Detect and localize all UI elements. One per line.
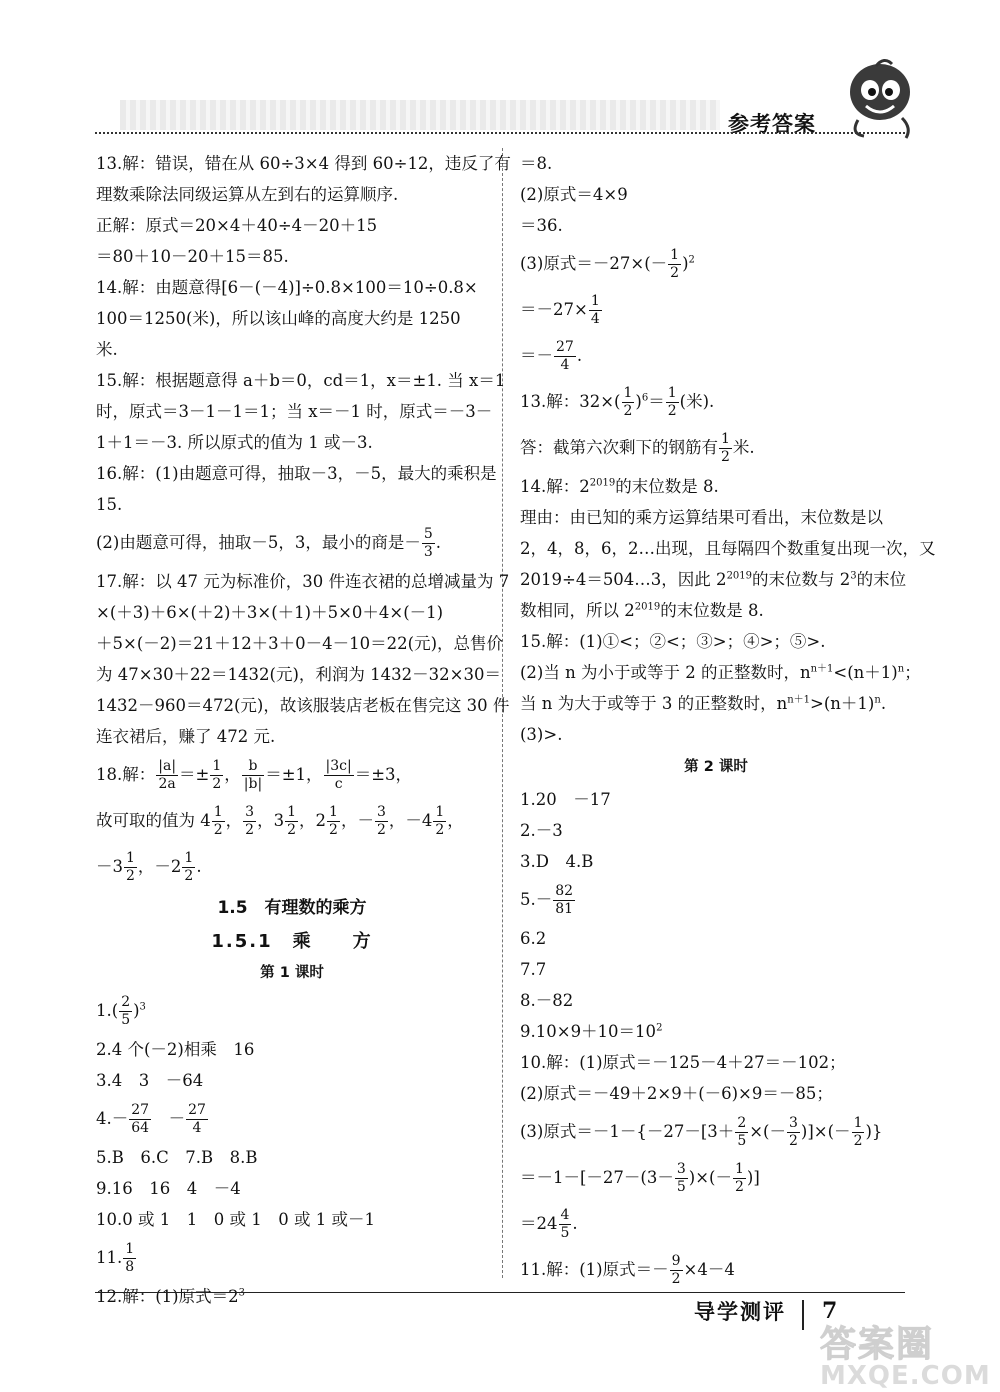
fraction <box>554 339 576 374</box>
numerator: |a| <box>158 758 177 774</box>
text: (2)当 n 为小于或等于 2 的正整数时，n <box>520 663 811 682</box>
fraction <box>285 804 298 839</box>
text: ＝±3， <box>354 765 413 784</box>
text: (3)原式＝－27×(－ <box>520 254 668 273</box>
text: 米. <box>732 438 755 457</box>
answer-13-line: 13.解：错误，错在从 60÷3×4 得到 60÷12，违反了有 <box>96 154 511 173</box>
answer-12-line <box>520 333 912 379</box>
answer-16-line <box>96 520 488 566</box>
text: ＝－ <box>520 346 553 365</box>
fraction <box>787 1115 800 1150</box>
text: 12.解：(1)原式＝2 <box>96 1287 239 1306</box>
mascot-icon <box>836 56 922 142</box>
denominator: 2 <box>670 265 680 281</box>
answer-15-line: 时，原式＝3－1－1＝1；当 x＝－1 时，原式＝－3－ <box>96 402 493 421</box>
answer-13-line <box>520 379 912 425</box>
denominator: |b| <box>243 776 263 792</box>
numerator: 1 <box>590 293 600 309</box>
exercise-1 <box>96 988 488 1034</box>
numerator: 1 <box>329 804 338 820</box>
text: 4.－ <box>96 1109 129 1128</box>
answer-15-line: 15.解：根据题意得 a＋b＝0，cd＝1，x＝±1. 当 x＝1 <box>96 371 506 390</box>
answer-15-line: 15.解：(1)①<；②<；③>；④>；⑤>. <box>520 632 826 651</box>
exponent: 2019 <box>589 477 616 489</box>
fraction <box>559 1207 572 1242</box>
fraction <box>156 758 178 793</box>
text: . <box>576 346 583 365</box>
exercise-11 <box>96 1235 488 1281</box>
numerator: 1 <box>184 850 194 866</box>
text: . <box>572 1214 578 1233</box>
exercise-2: 2.－3 <box>520 821 563 840</box>
fraction <box>733 1161 746 1196</box>
denominator: 2 <box>667 403 677 419</box>
header-title: 参考答案 <box>728 112 816 136</box>
text: 的末位数与 2 <box>752 570 851 589</box>
denominator: 2 <box>853 1133 863 1149</box>
exercise-4 <box>96 1096 488 1142</box>
fraction <box>324 758 354 793</box>
text: (米). <box>679 392 715 411</box>
watermark-url: MXQE.COM <box>820 1361 991 1391</box>
answer-14-line: 米. <box>96 340 118 359</box>
left-column <box>96 148 511 1312</box>
answer-18-line: 18.解： $\frac{|a|}{2a}$ ＝± $\frac{1}{2}$ ， $\frac{b}{|b|}$ ＝±1， $\frac{|3c|}{c}$ ＝±3， <box>96 758 413 792</box>
text: ，－4 <box>388 811 433 830</box>
answer-16-line: 16.解：(1)由题意可得，抽取－3，－5，最大的乘积是 <box>96 464 497 483</box>
text: )} <box>865 1122 883 1141</box>
exercise-6: 6.2 <box>520 929 547 948</box>
text: ) <box>635 392 642 411</box>
numerator: 1 <box>623 385 633 401</box>
numerator: 1 <box>721 431 730 447</box>
fraction <box>119 994 132 1029</box>
text: ＝±1， <box>265 765 323 784</box>
fraction <box>852 1115 865 1150</box>
answer-15-line <box>520 657 921 688</box>
exercise-3-4: 3.D 4.B <box>520 852 594 871</box>
numerator: 27 <box>188 1102 206 1118</box>
denominator: 5 <box>121 1012 131 1028</box>
exercise-11 <box>520 1247 912 1293</box>
header-decoration <box>120 100 720 130</box>
text: 的末位数是 8. <box>615 477 719 496</box>
answer-12-line: ＝36. <box>520 216 563 235</box>
answer-12-line <box>520 287 912 333</box>
numerator: 1 <box>670 247 680 263</box>
text: ＝ <box>648 392 665 411</box>
answer-17-line: ×(＋3)＋6×(＋2)＋3×(＋1)＋5×0＋4×(－1) <box>96 603 444 622</box>
exercise-10 <box>520 1155 912 1201</box>
denominator: 4 <box>186 1119 208 1137</box>
denominator: 4 <box>554 356 576 374</box>
numerator: 1 <box>126 850 135 866</box>
answer-17-line: 1432－960＝472(元)，故该服装店老板在售完这 30 件 <box>96 696 510 715</box>
denominator: 5 <box>676 1179 686 1195</box>
text: 数相同，所以 2 <box>520 601 635 620</box>
fraction <box>589 293 602 328</box>
text: . <box>196 857 202 876</box>
denominator: 2 <box>329 822 338 838</box>
fraction <box>675 1161 688 1196</box>
text: 5.－ <box>520 890 553 909</box>
fraction <box>375 804 388 839</box>
numerator: 1 <box>212 758 222 774</box>
text: <(n＋1) <box>833 663 898 682</box>
fraction <box>242 758 264 793</box>
fraction <box>735 1115 748 1150</box>
numerator: 27 <box>131 1102 150 1118</box>
header-rule <box>95 132 905 134</box>
text: (2)由题意可得，抽取－5，3，最小的商是－ <box>96 533 421 552</box>
exponent: 3 <box>850 570 857 582</box>
denominator: 4 <box>590 311 600 327</box>
answer-13-line: 理数乘除法同级运算从左到右的运算顺序. <box>96 185 399 204</box>
text: ×(－ <box>749 1122 786 1141</box>
text: )]×(－ <box>800 1122 851 1141</box>
numerator: 1 <box>435 804 445 820</box>
text: 18.解： <box>96 765 156 784</box>
answer-12-line: (2)原式＝4×9 <box>520 185 628 204</box>
exponent: n <box>874 694 881 706</box>
answer-13-line: 正解：原式＝20×4＋40÷4－20＋15 <box>96 216 378 235</box>
text: － <box>152 1109 186 1128</box>
exponent: 6 <box>641 392 649 404</box>
text: ，－ <box>340 811 374 830</box>
text: 故可取的值为 4 <box>96 811 211 830</box>
answer-14-line: 理由：由已知的乘方运算结果可看出，末位数是以 <box>520 508 883 527</box>
exercise-5-8: 5.B 6.C 7.B 8.B <box>96 1148 258 1167</box>
exponent: 2019 <box>634 601 661 613</box>
answer-14-line: 2，4，8，6，2…出现，且每隔四个数重复出现一次，又 <box>520 539 936 558</box>
fraction <box>210 758 223 793</box>
exponent: 2019 <box>726 570 753 582</box>
numerator: |3c| <box>325 758 352 774</box>
exercise-5 <box>520 877 912 923</box>
numerator: 1 <box>125 1241 135 1257</box>
fraction <box>622 385 635 420</box>
denominator: 2 <box>126 868 135 884</box>
text: ＝－1－[－27－(3－ <box>520 1168 674 1187</box>
text: )] <box>746 1168 760 1187</box>
exercise-1: 1.20 －17 <box>520 790 611 809</box>
exercise-10: 10.解：(1)原式＝－125－4＋27＝－102； <box>520 1053 846 1072</box>
fraction <box>670 1253 683 1288</box>
exercise-7: 7.7 <box>520 960 547 979</box>
denominator: c <box>324 775 354 793</box>
fraction <box>123 1241 136 1276</box>
denominator: 2 <box>212 776 222 792</box>
subsection-title: 1.5.1 乘 方 <box>211 931 373 952</box>
lesson-title: 第 2 课时 <box>684 759 748 775</box>
watermark-logo <box>820 1316 991 1391</box>
text: 11. <box>96 1248 123 1267</box>
text: ＝24 <box>520 1214 558 1233</box>
text: ) <box>682 254 689 273</box>
text: )×(－ <box>688 1168 732 1187</box>
answer-12-line <box>520 241 912 287</box>
numerator: 2 <box>737 1115 747 1131</box>
answer-18-line <box>96 844 488 890</box>
text: (3)原式＝－1－{－27－[3＋ <box>520 1122 735 1141</box>
text: 当 n 为大于或等于 3 的正整数时，n <box>520 694 788 713</box>
answer-15-line: 1＋1＝－3. 所以原式的值为 1 或－3. <box>96 433 373 452</box>
watermark-text: 答案圈 <box>820 1324 935 1365</box>
numerator: 1 <box>853 1115 863 1131</box>
exercise-10 <box>520 1109 912 1155</box>
denominator: 2 <box>735 1179 744 1195</box>
answer-14-line <box>520 564 912 595</box>
section-title: 1.5 有理数的乘方 <box>217 898 367 918</box>
lesson-title: 第 1 课时 <box>260 965 324 981</box>
text: ＝± <box>179 765 210 784</box>
answer-15-line <box>520 688 912 719</box>
numerator: 1 <box>213 804 223 820</box>
exponent: 3 <box>238 1287 245 1299</box>
answer-17-line: 为 47×30＋22＝1432(元)，利润为 1432－32×30＝ <box>96 665 501 684</box>
numerator: 1 <box>667 385 677 401</box>
exercise-9 <box>520 1016 912 1047</box>
numerator: 82 <box>555 883 574 899</box>
fraction <box>327 804 340 839</box>
fraction <box>666 385 679 420</box>
numerator: 3 <box>376 804 386 820</box>
footer-title: 导学测评 <box>694 1300 786 1324</box>
exponent: 2 <box>656 1022 663 1034</box>
numerator: 3 <box>789 1115 798 1131</box>
fraction <box>129 1102 151 1137</box>
text: 11.解：(1)原式＝－ <box>520 1260 669 1279</box>
exercise-10 <box>520 1201 912 1247</box>
text: ，－2 <box>137 857 182 876</box>
exponent: 2 <box>688 254 695 266</box>
text: 的末位数是 8. <box>660 601 764 620</box>
denominator: 2 <box>245 822 255 838</box>
text: ×4－4 <box>683 1260 735 1279</box>
footer-rule <box>95 1292 905 1293</box>
fraction <box>186 1102 208 1137</box>
exercise-3: 3.4 3 －64 <box>96 1071 204 1090</box>
exponent: n <box>897 663 905 675</box>
answer-18-line <box>96 798 488 844</box>
fraction <box>212 804 225 839</box>
numerator: 5 <box>423 526 433 542</box>
text: 1.( <box>96 1001 119 1020</box>
text: ，3 <box>257 811 285 830</box>
numerator: 3 <box>676 1161 686 1177</box>
numerator: 1 <box>735 1161 744 1177</box>
fraction <box>719 431 732 466</box>
text: －3 <box>96 857 123 876</box>
text: >(n＋1) <box>810 694 875 713</box>
text: ，2 <box>299 811 327 830</box>
fraction <box>422 526 435 561</box>
answer-14-line <box>520 471 912 502</box>
numerator: 3 <box>245 804 255 820</box>
denominator: 81 <box>555 901 574 917</box>
fraction <box>553 883 575 918</box>
answer-17-line: 17.解：以 47 元为标准价，30 件连衣裙的总增减量为 7 <box>96 572 510 591</box>
answer-14-line <box>520 595 912 626</box>
numerator: 9 <box>671 1253 681 1269</box>
exercise-10: (2)原式＝－49＋2×9＋(－6)×9＝－85； <box>520 1084 833 1103</box>
answer-12-line: ＝8. <box>520 154 553 173</box>
answer-17-line: 连衣裙后，赚了 472 元. <box>96 727 276 746</box>
denominator: 2 <box>671 1271 681 1287</box>
text: ， <box>447 811 464 830</box>
answer-17-line: ＋5×(－2)＝21＋12＋3＋0－4－10＝22(元)，总售价 <box>96 634 504 653</box>
denominator: 2 <box>376 822 386 838</box>
denominator: 2 <box>213 822 223 838</box>
text: . <box>435 533 442 552</box>
numerator: 4 <box>560 1207 570 1223</box>
answer-14-line: 14.解：由题意得[6－(－4)]÷0.8×100＝10÷0.8× <box>96 278 478 297</box>
exercise-2: 2.4 个(－2)相乘 16 <box>96 1040 255 1059</box>
page-number: 7 <box>822 1298 838 1324</box>
right-column <box>520 148 936 1293</box>
fraction <box>243 804 256 839</box>
exercise-10: 10.0 或 1 1 0 或 1 0 或 1 或－1 <box>96 1210 375 1229</box>
text: 答：截第六次剩下的钢筋有 <box>520 438 718 457</box>
numerator: 2 <box>121 994 131 1010</box>
answer-13-line <box>520 425 912 471</box>
exponent: 3 <box>139 1001 146 1013</box>
denominator: 3 <box>423 544 433 560</box>
exercise-12 <box>96 1281 488 1312</box>
denominator: 2 <box>287 822 297 838</box>
numerator: b <box>248 758 258 774</box>
denominator: 2 <box>721 449 730 465</box>
text: 2019÷4＝504…3，因此 2 <box>520 570 727 589</box>
denominator: 2a <box>156 775 178 793</box>
numerator: 27 <box>556 339 574 355</box>
text: 的末位 <box>856 570 907 589</box>
denominator: 2 <box>623 403 633 419</box>
text: 14.解：2 <box>520 477 590 496</box>
answer-16-line: 15. <box>96 495 123 514</box>
denominator: 64 <box>131 1120 150 1136</box>
text: ) <box>133 1001 140 1020</box>
denominator: 2 <box>184 868 194 884</box>
fraction <box>668 247 681 282</box>
fraction <box>433 804 446 839</box>
answer-14-line: 100＝1250(米)，所以该山峰的高度大约是 1250 <box>96 309 461 328</box>
fraction <box>182 850 195 885</box>
exponent: n＋1 <box>787 694 811 706</box>
denominator: 2 <box>435 822 445 838</box>
text: ＝－27× <box>520 300 588 319</box>
answer-15-line: (3)>. <box>520 725 563 744</box>
denominator: 5 <box>560 1225 570 1241</box>
exponent: n＋1 <box>810 663 834 675</box>
text: 9.10×9＋10＝10 <box>520 1022 657 1041</box>
fraction <box>124 850 137 885</box>
text: ， <box>225 811 243 830</box>
footer-divider <box>802 1300 804 1330</box>
text: . <box>880 694 887 713</box>
answer-13-line: ＝80＋10－20＋15＝85. <box>96 247 289 266</box>
denominator: 8 <box>125 1259 135 1275</box>
text: 13.解：32×( <box>520 392 621 411</box>
numerator: 1 <box>287 804 297 820</box>
text: ； <box>904 663 921 682</box>
denominator: 2 <box>789 1133 798 1149</box>
exercise-9: 9.16 16 4 －4 <box>96 1179 241 1198</box>
exercise-8: 8.－82 <box>520 991 574 1010</box>
denominator: 5 <box>737 1133 747 1149</box>
